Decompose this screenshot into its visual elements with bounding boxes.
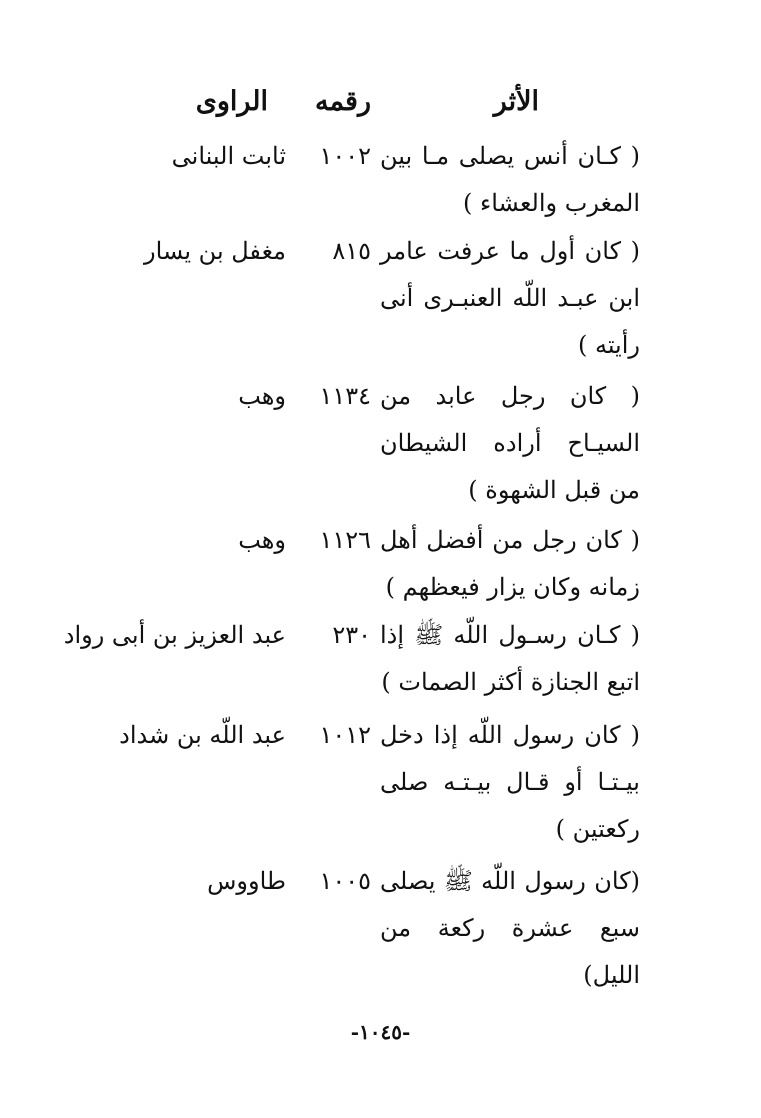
narrator-name: مغفل بن يسار [144, 237, 286, 265]
athar-text: ( كان أول ما عرفت عامر ابن عبـد اللّه العنبـرى أنى رأيته ) [380, 237, 640, 359]
athar-number: ١١٢٦ [319, 526, 371, 554]
header-athar: الأثر [493, 86, 539, 117]
athar-text: ( كان رجل من أفضل أهل زمانه وكان يزار فيعظهم ) [380, 526, 640, 601]
athar-text: ( كـان رسـول اللّه ﷺ إذا اتبع الجنازة أكثر الصمات ) [380, 621, 640, 696]
athar-text: ( كان رجل عابد من السيـاح أراده الشيطان من قبل الشهوة ) [380, 382, 640, 504]
header-raqm: رقمه [314, 86, 371, 117]
narrator-name: طاووس [207, 867, 286, 895]
athar-number: ١٠٠٥ [319, 867, 371, 895]
athar-number: ٨١٥ [332, 237, 371, 265]
page-number: -١٠٤٥- [350, 1020, 411, 1044]
athar-text: (كان رسول اللّه ﷺ يصلى سبع عشرة ركعة من الليل) [380, 867, 640, 989]
table-header [0, 80, 761, 124]
athar-number: ١١٣٤ [319, 382, 371, 410]
athar-number: ٢٣٠ [332, 621, 371, 649]
athar-number: ١٠١٢ [319, 721, 371, 749]
header-rawi: الراوى [195, 86, 268, 117]
narrator-name: وهب [238, 526, 286, 554]
athar-number: ١٠٠٢ [319, 142, 371, 170]
narrator-name: عبد العزيز بن أبى رواد [63, 621, 286, 649]
narrator-name: عبد اللّه بن شداد [119, 721, 286, 749]
narrator-name: وهب [238, 382, 286, 410]
narrator-name: ثابت البنانى [171, 142, 286, 170]
athar-text: ( كان رسول اللّه إذا دخل بيـتـا أو قـال بيـتـه صلى ركعتين ) [380, 721, 640, 843]
athar-text: ( كـان أنس يصلى مـا بين المغرب والعشاء ) [380, 142, 640, 217]
